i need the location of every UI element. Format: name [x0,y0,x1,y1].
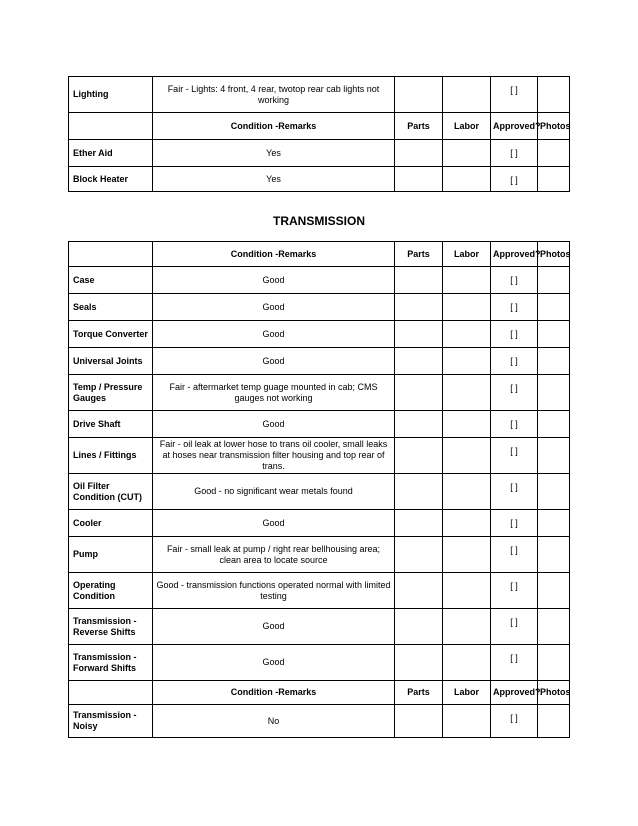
labor-cell[interactable] [443,609,491,645]
condition-remark: Fair - oil leak at lower hose to trans oil cooler, small leaks at hoses near transmission filter housing and top rear of trans. [153,438,395,474]
labor-cell[interactable] [443,645,491,681]
parts-cell[interactable] [395,321,443,348]
approved-checkbox[interactable]: [ ] [491,474,538,510]
condition-remark: Fair - Lights: 4 front, 4 rear, twotop rear cab lights not working [153,77,395,113]
photos-cell[interactable] [538,705,570,738]
labor-cell[interactable] [443,267,491,294]
labor-cell[interactable] [443,705,491,738]
photos-cell[interactable] [538,537,570,573]
condition-remark: Good [153,294,395,321]
photos-cell[interactable] [538,348,570,375]
parts-cell[interactable] [395,609,443,645]
table-row [69,321,570,348]
approved-checkbox[interactable]: [ ] [491,705,538,738]
table-row [69,510,570,537]
table-row [69,474,570,510]
row-label: Universal Joints [69,348,153,375]
approved-checkbox[interactable]: [ ] [491,348,538,375]
photos-cell[interactable] [538,573,570,609]
approved-checkbox[interactable]: [ ] [491,375,538,411]
condition-remark: Yes [153,140,395,167]
labor-cell[interactable] [443,167,491,192]
row-label: Block Heater [69,167,153,192]
approved-checkbox[interactable]: [ ] [491,321,538,348]
photos-cell[interactable] [538,474,570,510]
approved-checkbox[interactable]: [ ] [491,267,538,294]
row-label: Temp / Pressure Gauges [69,375,153,411]
parts-cell[interactable] [395,140,443,167]
labor-cell[interactable] [443,140,491,167]
approved-checkbox[interactable]: [ ] [491,609,538,645]
photos-cell[interactable] [538,321,570,348]
photos-cell[interactable] [538,609,570,645]
approved-checkbox[interactable]: [ ] [491,140,538,167]
parts-cell[interactable] [395,645,443,681]
table-row [69,167,570,192]
parts-header: Parts [395,242,443,267]
row-label: Torque Converter [69,321,153,348]
row-label: Lighting [69,77,153,113]
photos-cell[interactable] [538,267,570,294]
section-title: TRANSMISSION [272,214,365,228]
row-label: Drive Shaft [69,411,153,438]
table-row [69,348,570,375]
table-row [69,77,570,113]
labor-cell[interactable] [443,438,491,474]
electrical-table [68,76,570,192]
row-label: Cooler [69,510,153,537]
labor-cell[interactable] [443,375,491,411]
condition-header: Condition -Remarks [153,681,395,705]
parts-cell[interactable] [395,438,443,474]
labor-cell[interactable] [443,573,491,609]
condition-header: Condition -Remarks [153,242,395,267]
row-label: Lines / Fittings [69,438,153,474]
row-label: Ether Aid [69,140,153,167]
photos-cell[interactable] [538,411,570,438]
table-row [69,375,570,411]
approved-checkbox[interactable]: [ ] [491,77,538,113]
photos-header: Photos [538,681,570,705]
approved-header: Approved? [491,113,538,140]
row-label: Transmission - Noisy [69,705,153,738]
row-label: Operating Condition [69,573,153,609]
approved-checkbox[interactable]: [ ] [491,411,538,438]
condition-remark: Good [153,411,395,438]
row-label: Pump [69,537,153,573]
photos-cell[interactable] [538,77,570,113]
photos-cell[interactable] [538,140,570,167]
labor-header: Labor [443,113,491,140]
approved-checkbox[interactable]: [ ] [491,573,538,609]
parts-header: Parts [395,681,443,705]
parts-cell[interactable] [395,411,443,438]
condition-remark: Good - no significant wear metals found [153,474,395,510]
condition-remark: Fair - small leak at pump / right rear bellhousing area; clean area to locate source [153,537,395,573]
condition-remark: Good [153,645,395,681]
condition-remark: No [153,705,395,738]
condition-remark: Yes [153,167,395,192]
photos-cell[interactable] [538,294,570,321]
labor-cell[interactable] [443,474,491,510]
approved-checkbox[interactable]: [ ] [491,510,538,537]
photos-cell[interactable] [538,167,570,192]
approved-checkbox[interactable]: [ ] [491,645,538,681]
row-label: Oil Filter Condition (CUT) [69,474,153,510]
condition-remark: Good [153,510,395,537]
parts-cell[interactable] [395,573,443,609]
condition-remark: Good [153,267,395,294]
condition-remark: Good - transmission functions operated normal with limited testing [153,573,395,609]
condition-remark: Good [153,609,395,645]
labor-cell[interactable] [443,294,491,321]
photos-cell[interactable] [538,438,570,474]
condition-remark: Fair - aftermarket temp guage mounted in cab; CMS gauges not working [153,375,395,411]
parts-cell[interactable] [395,375,443,411]
row-label: Case [69,267,153,294]
parts-cell[interactable] [395,167,443,192]
labor-cell[interactable] [443,510,491,537]
labor-cell[interactable] [443,77,491,113]
parts-cell[interactable] [395,294,443,321]
approved-header: Approved? [491,242,538,267]
table-row [69,267,570,294]
parts-cell[interactable] [395,267,443,294]
table-row [69,573,570,609]
photos-cell[interactable] [538,510,570,537]
photos-cell[interactable] [538,645,570,681]
parts-cell[interactable] [395,77,443,113]
table-row [69,537,570,573]
table-row [69,645,570,681]
photos-cell[interactable] [538,375,570,411]
table-row [69,411,570,438]
photos-header: Photos [538,113,570,140]
approved-header: Approved? [491,681,538,705]
approved-checkbox[interactable]: [ ] [491,537,538,573]
parts-cell[interactable] [395,474,443,510]
table-row [69,609,570,645]
parts-cell[interactable] [395,705,443,738]
parts-header: Parts [395,113,443,140]
parts-cell[interactable] [395,348,443,375]
photos-header: Photos [538,242,570,267]
parts-cell[interactable] [395,510,443,537]
labor-cell[interactable] [443,537,491,573]
approved-checkbox[interactable]: [ ] [491,294,538,321]
column-header-row [69,681,570,705]
approved-checkbox[interactable]: [ ] [491,167,538,192]
table-row [69,140,570,167]
condition-remark: Good [153,321,395,348]
table-row [69,294,570,321]
labor-cell[interactable] [443,411,491,438]
labor-header: Labor [443,681,491,705]
table-row [69,438,570,474]
row-label: Transmission - Reverse Shifts [69,609,153,645]
table-row [69,705,570,738]
labor-cell[interactable] [443,348,491,375]
labor-cell[interactable] [443,321,491,348]
labor-header: Labor [443,242,491,267]
column-header-row [69,242,570,267]
condition-header: Condition -Remarks [153,113,395,140]
row-label: Transmission - Forward Shifts [69,645,153,681]
column-header-row [69,113,570,140]
condition-remark: Good [153,348,395,375]
transmission-table [68,241,570,738]
approved-checkbox[interactable]: [ ] [491,438,538,474]
row-label: Seals [69,294,153,321]
parts-cell[interactable] [395,537,443,573]
